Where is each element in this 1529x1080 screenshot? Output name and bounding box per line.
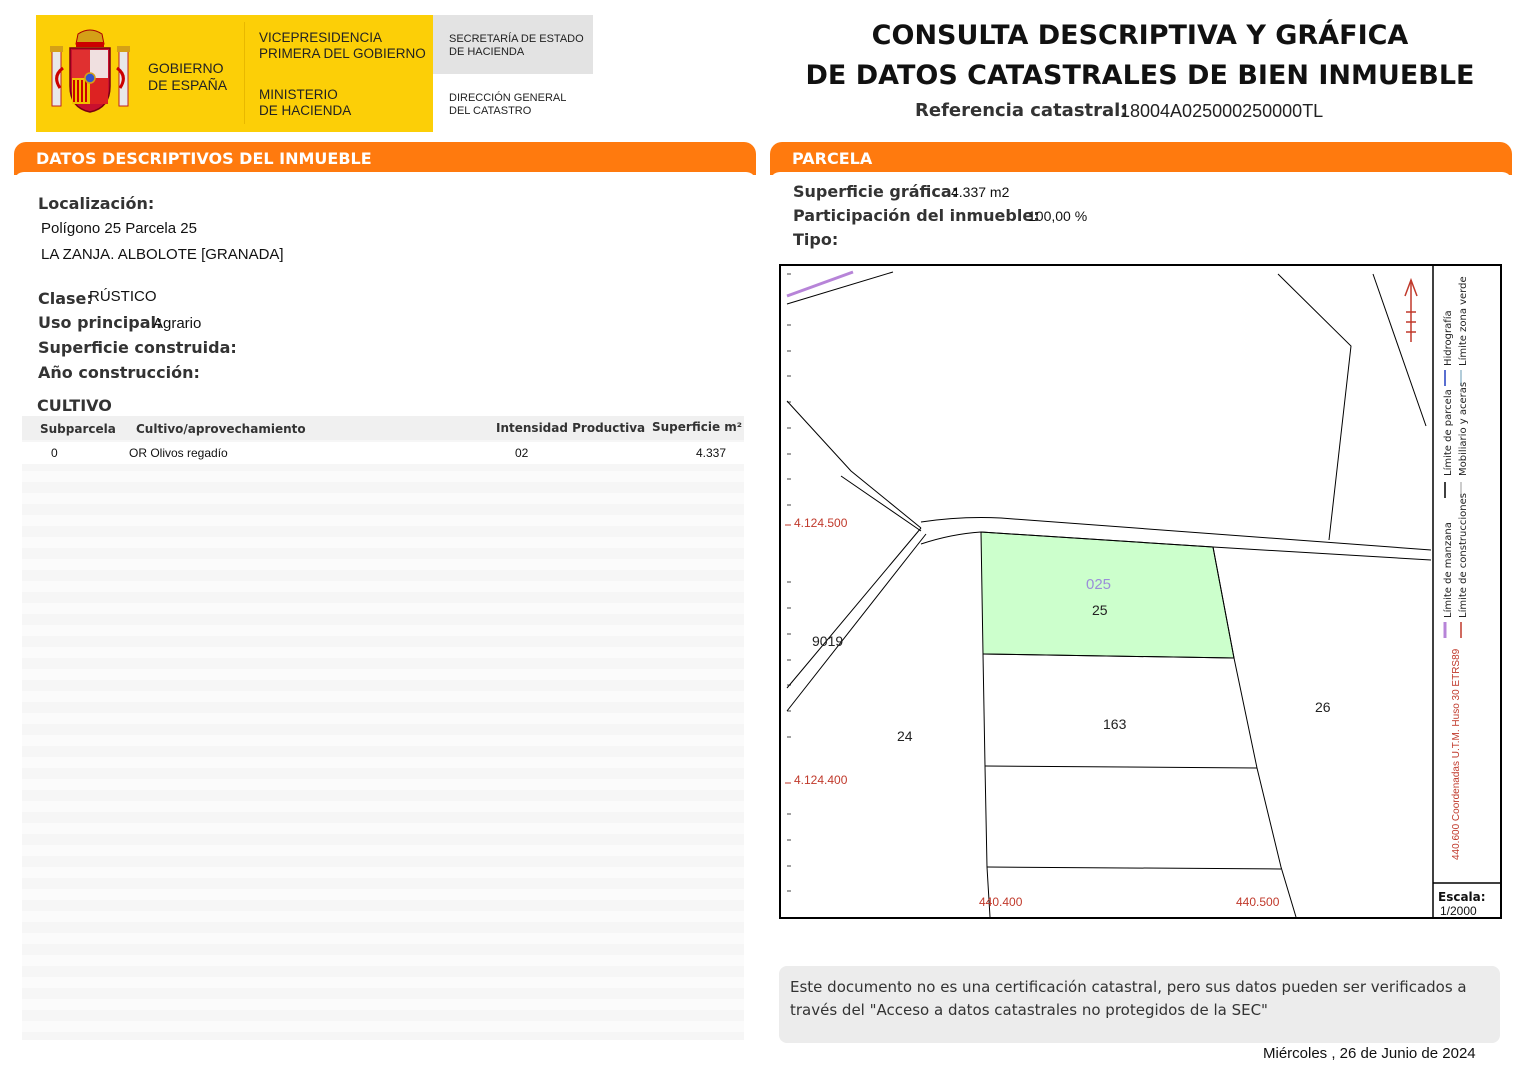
parcel-label-163: 163 [1103,716,1127,732]
parcela-title: PARCELA [792,149,873,168]
coord-y-bottom: 4.124.400 [794,773,848,787]
parcel-label-24: 24 [897,728,913,744]
vicepresidencia-line-2: PRIMERA DEL GOBIERNO [259,46,426,61]
ref-label: Referencia catastral: [915,100,1128,121]
cultivo-table [22,416,744,1040]
col-subparcela: Subparcela [40,422,116,436]
anio-construccion-label: Año construcción: [38,363,200,382]
legend-limite-zona-verde: Límite zona verde [1458,276,1469,366]
grid-ticks [787,274,791,891]
ministerio-text [259,87,351,119]
coord-x-right: 440.500 [1236,895,1280,909]
parcel-code-label: 025 [1086,576,1112,593]
direccion-line-2: DEL CATASTRO [449,105,532,117]
legend-limite-manzana: Límite de manzana [1443,522,1454,618]
vicepresidencia-text [259,30,426,62]
direccion-line-1: DIRECCIÓN GENERAL [449,92,567,104]
localizacion-line-2: LA ZANJA. ALBOLOTE [GRANADA] [41,246,284,263]
localizacion-label: Localización: [38,194,155,213]
secretaria-line-2: DE HACIENDA [449,46,525,58]
parcel-25-polygon [981,532,1234,658]
parcel-label-9019: 9019 [812,633,844,649]
coord-y-top: 4.124.500 [794,516,848,530]
document-title [770,16,1510,96]
parcel-label-25: 25 [1092,602,1108,618]
datos-descriptivos-header [14,142,756,175]
ministerio-line-2: DE HACIENDA [259,103,352,118]
datos-descriptivos-title: DATOS DESCRIPTIVOS DEL INMUEBLE [36,149,372,168]
title-line-2: DE DATOS CATASTRALES DE BIEN INMUEBLE [805,60,1475,91]
participacion-label: Participación del inmueble: [793,206,1040,225]
uso-principal-value: Agrario [153,315,202,332]
cadastral-map[interactable] [779,264,1502,919]
coord-x-left: 440.400 [979,895,1023,909]
gobierno-line-1: GOBIERNO [148,60,224,76]
parcel-label-26: 26 [1315,699,1331,715]
cell-subparcela: 0 [51,446,58,460]
gobierno-line-2: DE ESPAÑA [148,77,228,93]
legend-coordenadas: 440.600 Coordenadas U.T.M. Huso 30 ETRS89 [1451,648,1462,860]
north-arrow-icon [1405,280,1417,342]
vicepresidencia-line-1: VICEPRESIDENCIA [259,30,383,45]
title-line-1: CONSULTA DESCRIPTIVA Y GRÁFICA [871,20,1409,51]
legend-hidrografia: Hidrografía [1443,310,1454,366]
participacion-value: 100,00 % [1028,208,1088,224]
escala-label: Escala: [1438,890,1486,904]
legend-mobiliario: Mobiliario y aceras [1458,381,1469,476]
logo-divider [244,22,245,124]
legend-limite-construcciones: Límite de construcciones [1458,493,1469,618]
ref-value: 18004A025000250000TL [1120,101,1324,121]
clase-value: RÚSTICO [89,288,157,305]
clase-label: Clase: [38,289,93,308]
tipo-label: Tipo: [793,230,839,249]
map-drawing [781,266,1500,917]
gobierno-espana-text [148,60,227,94]
col-intensidad: Intensidad Productiva [496,421,646,435]
col-superficie: Superficie m² [652,420,743,434]
disclaimer-text: Este documento no es una certificación catastral, pero sus datos pueden ser verificados a través del "Acceso a datos catastrales no protegidos de la SEC" [790,978,1467,1019]
coat-of-arms-icon [48,28,132,116]
document-date: Miércoles , 26 de Junio de 2024 [1263,1045,1476,1062]
localizacion-line-1: Polígono 25 Parcela 25 [41,220,197,237]
parcela-header [770,142,1512,175]
superficie-grafica-value: 4.337 m2 [951,184,1010,200]
cell-cultivo: OR Olivos regadío [129,446,228,460]
referencia-catastral [915,100,1324,121]
ministerio-line-1: MINISTERIO [259,87,338,102]
superficie-construida-label: Superficie construida: [38,338,237,357]
superficie-grafica-label: Superficie gráfica: [793,182,959,201]
direccion-text [449,92,566,118]
cultivo-heading: CULTIVO [37,396,112,415]
hydrography-line [787,272,853,296]
escala-value: 1/2000 [1440,904,1477,918]
cell-intensidad: 02 [515,446,529,460]
cell-superficie: 4.337 [696,446,727,460]
col-cultivo: Cultivo/aprovechamiento [136,422,306,436]
secretaria-line-1: SECRETARÍA DE ESTADO [449,33,584,45]
uso-principal-label: Uso principal: [38,313,163,332]
secretaria-text [449,33,584,59]
legend-limite-parcela: Límite de parcela [1443,389,1454,476]
